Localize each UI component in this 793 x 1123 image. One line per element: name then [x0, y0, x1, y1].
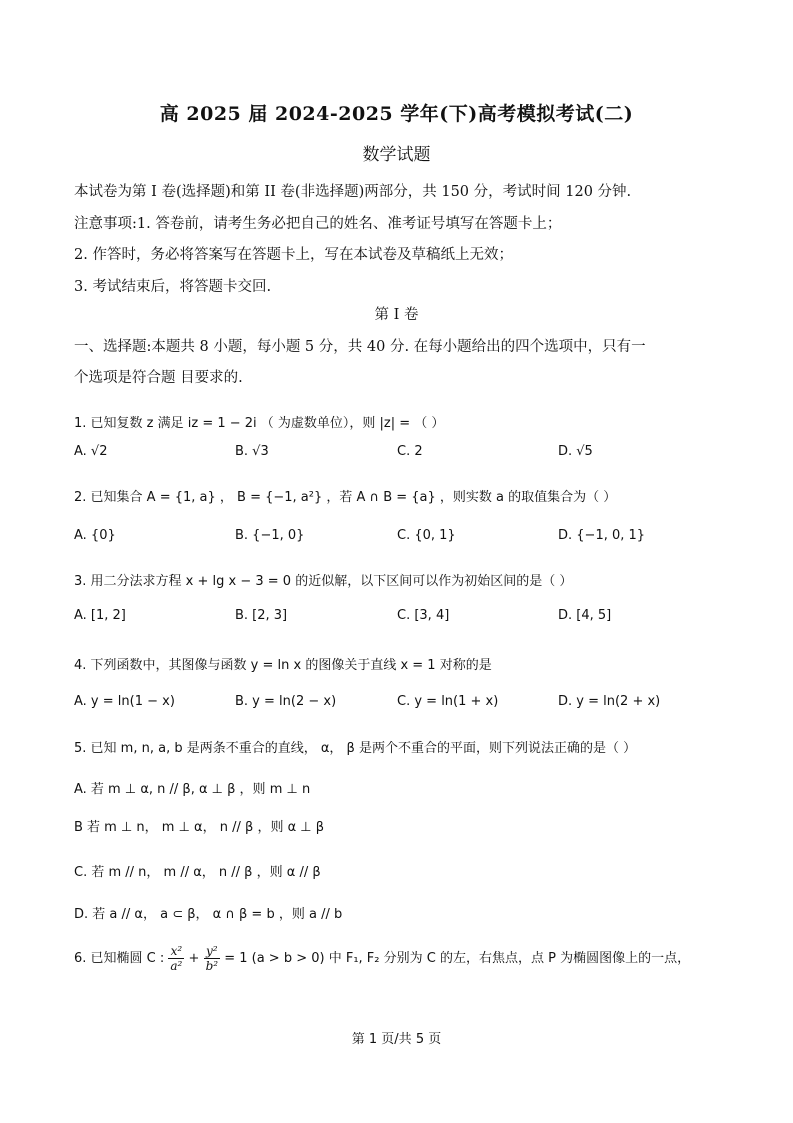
question-5-stem: 5. 已知 m, n, a, b 是两条不重合的直线， α， β 是两个不重合的平面，则下列说法正确的是（ ） [74, 741, 637, 756]
exam-title: 高 2025 届 2024-2025 学年(下)高考模拟考试(二) [159, 103, 634, 125]
section-heading: 第 I 卷 [374, 307, 419, 323]
intro-line-1: 本试卷为第 I 卷(选择题)和第 II 卷(非选择题)两部分，共 150 分，考试时间 120 分钟. [74, 184, 632, 200]
question-1-option-c: C. 2 [397, 444, 423, 459]
question-4-stem: 4. 下列函数中，其图像与函数 y = ln x 的图像关于直线 x = 1 对称的是 [74, 658, 492, 673]
exam-subtitle: 数学试题 [362, 145, 431, 165]
intro-line-4: 3. 考试结束后，将答题卡交回. [74, 279, 272, 295]
question-4-option-c: C. y = ln(1 + x) [397, 694, 499, 709]
section-desc-1: 一、选择题:本题共 8 小题，每小题 5 分，共 40 分. 在每小题给出的四个选项中，只有一 [74, 339, 646, 355]
question-3-stem: 3. 用二分法求方程 x + lg x − 3 = 0 的近似解，以下区间可以作为初始区间的是（ ） [74, 574, 573, 589]
question-5-option-a: A. 若 m ⊥ α, n // β, α ⊥ β ，则 m ⊥ n [74, 782, 311, 797]
question-1-option-a: A. √2 [74, 444, 108, 459]
question-2-option-c: C. {0, 1} [397, 528, 456, 543]
section-desc-2: 个选项是符合题 目要求的. [74, 370, 243, 386]
question-4-option-d: D. y = ln(2 + x) [558, 694, 661, 709]
fraction-1-numerator: x² [168, 944, 184, 959]
question-3-option-d: D. [4, 5] [558, 608, 612, 623]
question-4-option-b: B. y = ln(2 − x) [235, 694, 337, 709]
question-3-option-b: B. [2, 3] [235, 608, 288, 623]
page-number: 第 1 页/共 5 页 [351, 1032, 442, 1047]
fraction-2-numerator: y² [204, 944, 221, 959]
question-2-option-d: D. {−1, 0, 1} [558, 528, 646, 543]
question-6-prefix: 6. 已知椭圆 C : [74, 951, 165, 966]
question-4-option-a: A. y = ln(1 − x) [74, 694, 175, 709]
question-1-stem: 1. 已知复数 z 满足 iz = 1 − 2i （ 为虚数单位），则 |z| = （ ） [74, 416, 445, 431]
question-2-stem: 2. 已知集合 A = {1, a} ， B = {−1, a²} ，若 A ∩ B = {a} ，则实数 a 的取值集合为（ ） [74, 490, 617, 505]
fraction-x-over-a [168, 944, 184, 973]
question-6-stem [74, 944, 690, 973]
plus-sign: + [188, 951, 200, 966]
intro-line-2: 注意事项:1. 答卷前，请考生务必把自己的姓名、准考证号填写在答题卡上； [74, 216, 562, 232]
fraction-1-denominator: a² [170, 959, 183, 973]
question-3-option-a: A. [1, 2] [74, 608, 126, 623]
question-2-option-a: A. {0} [74, 528, 116, 543]
fraction-2-denominator: b² [205, 959, 219, 973]
question-6-suffix: = 1 (a > b > 0) 中 F₁, F₂ 分别为 C 的左，右焦点，点 P 为椭圆图像上的一点， [224, 951, 691, 966]
intro-line-3: 2. 作答时，务必将答案写在答题卡上，写在本试卷及草稿纸上无效； [74, 247, 513, 263]
question-5-option-b: B 若 m ⊥ n， m ⊥ α， n // β ，则 α ⊥ β [74, 820, 325, 835]
question-2-option-b: B. {−1, 0} [235, 528, 305, 543]
question-1-option-d: D. √5 [558, 444, 593, 459]
question-5-option-c: C. 若 m // n， m // α， n // β ，则 α // β [74, 865, 321, 880]
question-1-option-b: B. √3 [235, 444, 269, 459]
question-3-option-c: C. [3, 4] [397, 608, 450, 623]
fraction-y-over-b [204, 944, 221, 973]
question-5-option-d: D. 若 a // α， a ⊂ β， α ∩ β = b ，则 a // b [74, 907, 343, 922]
